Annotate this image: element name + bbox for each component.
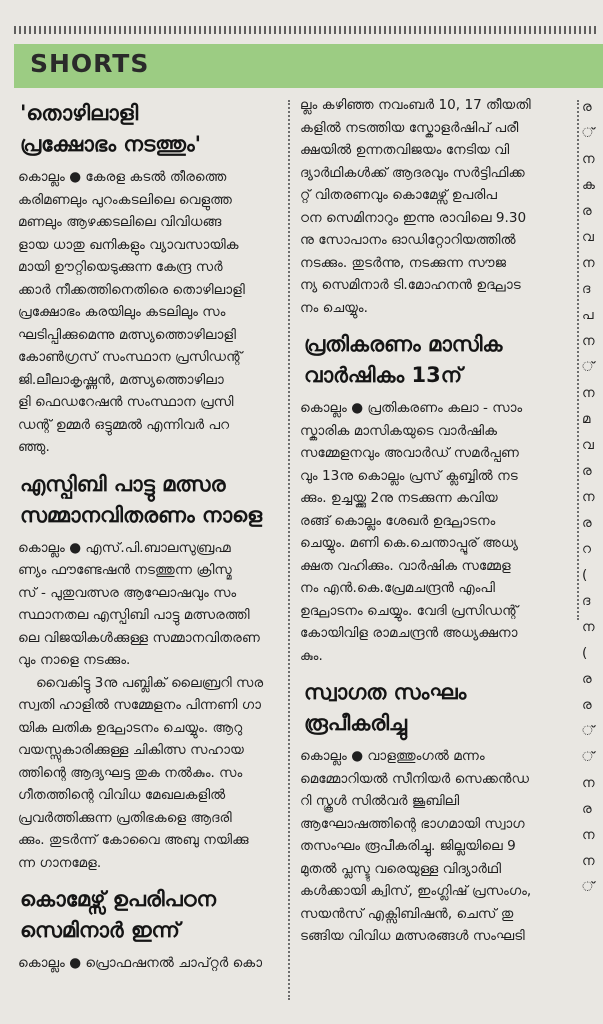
right-column-fragment: ര — [582, 99, 592, 115]
right-column-fragment: ് — [582, 723, 595, 739]
body-line: ദ്യാർഥികൾക്ക് ആദരവും സർട്ടിഫിക്ക — [300, 164, 525, 181]
body-line: സമ്മേളനവും അവാർഡ് സമർപ്പണ — [300, 445, 519, 461]
body-line: കരിമണലും പുറംകടലിലെ വെളുത്ത — [18, 191, 232, 208]
body-line: ന്യ സെമിനാർ ടി.മോഹനൻ ഉദ്ഘാട — [300, 277, 521, 293]
body-line: സ്വതി ഹാളിൽ സമ്മേളനം പിന്നണി ഗാ — [18, 697, 261, 713]
body-line: പ്രക്ഷോഭം കരയിലും കടലിലും സം — [18, 304, 226, 320]
body-line: കളിൽ നടത്തിയ സ്കോളർഷിപ് പരീ — [300, 119, 519, 136]
body-line: ഉദ്ഘാടനം ചെയ്യും. വേദി പ്രസിഡന്റ് — [300, 602, 519, 619]
right-column-cutoff — [582, 94, 603, 1024]
body-line: സ്കാരിക മാസികയുടെ വാർഷിക — [300, 422, 498, 439]
right-column-fragment: ന — [582, 255, 595, 271]
right-column-fragment: മ — [582, 411, 591, 427]
article-headline — [14, 884, 292, 946]
body-line: ലെ വിജയികൾക്കുള്ള സമ്മാനവിതരണ — [18, 629, 260, 646]
body-line: ചെയ്യും. മണി കെ.ചെന്താപ്പൂര് അധ്യ — [300, 535, 519, 551]
right-column-fragment: വ — [582, 437, 594, 453]
headline-line: 'തൊഴിലാളി — [20, 101, 139, 125]
right-column-fragment: ന — [582, 151, 595, 167]
headline-line: പ്രതികരണം മാസിക — [304, 332, 503, 356]
right-column-fragment: ( — [582, 567, 588, 583]
article-body — [296, 745, 580, 948]
article-body — [296, 397, 580, 667]
body-line: ആഘോഷത്തിന്റെ ഭാഗമായി സ്വാഗ — [300, 815, 525, 832]
headline-line: സെമിനാർ ഇന്ന് — [20, 918, 180, 942]
headline-line: സ്വാഗത സംഘം — [304, 680, 467, 704]
body-line: കൊല്ലം ● വാളത്തുംഗൽ മന്നം — [300, 748, 485, 764]
right-column-fragment: ് — [582, 125, 595, 141]
right-column-fragment: ന — [582, 775, 595, 791]
right-column-fragment: റ — [582, 541, 591, 557]
article-body — [14, 537, 292, 672]
body-line: ജി.ലീലാകൃഷ്ണൻ, മത്സ്യത്തൊഴിലാ — [18, 371, 224, 388]
article-prathikaranam — [296, 329, 580, 667]
body-line: ക്കും. ഉച്ചയ്ക്കു 2നു നടക്കുന്ന കവിയ — [300, 490, 498, 506]
body-line: കും. — [300, 647, 323, 664]
left-column — [14, 98, 292, 1024]
article-commerce-seminar — [14, 884, 292, 975]
headline-line: രൂപീകരിച്ചു — [304, 711, 407, 735]
article-swagatha-sangham — [296, 677, 580, 948]
article-body-paragraph-2 — [14, 672, 292, 875]
body-line: ന്ന ഗാനമേള. — [18, 854, 102, 871]
right-column-fragment: ന — [582, 333, 595, 349]
right-column-fragment: ര — [582, 515, 592, 531]
body-line: നു സോപാനം ഓഡിറ്റോറിയത്തിൽ — [300, 232, 516, 248]
article-thozhilali — [14, 98, 292, 459]
article-body — [14, 952, 292, 975]
article-body-continued — [296, 94, 580, 319]
right-column-fragment: ന — [582, 385, 595, 401]
body-line: നടക്കും. തുടർന്നു, നടക്കുന്ന സൗജ — [300, 254, 507, 271]
body-line: ല്ലം കഴിഞ്ഞ നവംബർ 10, 17 തീയതി — [300, 97, 531, 113]
article-spb-award — [14, 469, 292, 875]
headline-line: സമ്മാനവിതരണം നാളെ — [20, 502, 263, 527]
right-column-fragment: പ — [582, 307, 594, 323]
headline-line: കൊമേഴ്സ് ഉപരിപഠന — [20, 887, 216, 911]
right-column-fragment: ക — [582, 177, 595, 193]
body-line: വും 13നു കൊല്ലം പ്രസ് ക്ലബ്ബിൽ നട — [300, 467, 518, 484]
article-body — [14, 166, 292, 459]
article-headline — [296, 329, 580, 391]
body-line: മെമ്മോറിയൽ സീനിയർ സെക്കൻഡ — [300, 770, 530, 787]
right-column-fragment: വ — [582, 229, 594, 245]
headline-line: എസ്പിബി പാട്ടു മത്സര — [20, 471, 226, 496]
body-line: റ്റ് വിതരണവും കൊമേഴ്സ് ഉപരിപ — [300, 187, 497, 203]
article-headline — [296, 677, 580, 739]
body-line: നം എൻ.കെ.പ്രേമചന്ദ്രൻ എംപി — [300, 580, 495, 596]
body-line: ക്ഷത വഹിക്കും. വാർഷിക സമ്മേള — [300, 557, 511, 574]
body-line: യിക ലതിക ഉദ്ഘാടനം ചെയ്യും. ആറു — [18, 719, 243, 736]
right-column-fragment: ( — [582, 645, 588, 661]
body-line: ക്ഷയിൽ ഉന്നതവിജയം നേടിയ വി — [300, 142, 510, 158]
body-line: മായി ഊറ്റിയെടുക്കുന്ന കേന്ദ്ര സർ — [18, 259, 223, 275]
right-column-fragment: ന — [582, 853, 595, 869]
right-column-fragment: ര — [582, 463, 592, 479]
body-line: രങ്ങ് കൊല്ലം ശേഖർ ഉദ്ഘാടനം — [300, 512, 496, 529]
body-line: ഘടിപ്പിക്കുമെന്നു മത്സ്യത്തൊഴിലാളി — [18, 326, 236, 343]
body-line: ഠന സെമിനാറും ഇന്നു രാവിലെ 9.30 — [300, 209, 527, 226]
right-column-fragment: ര — [582, 203, 592, 219]
right-column-fragment: ് — [582, 359, 595, 375]
headline-line: വാർഷികം 13ന് — [304, 363, 463, 387]
body-line: ടങ്ങിയ വിവിധ മത്സരങ്ങൾ സംഘടി — [300, 928, 525, 944]
body-line: ഡന്റ് ഉമ്മർ ഒട്ടുമ്മൽ എന്നിവർ പറ — [18, 416, 230, 433]
body-line: നം ചെയ്യും. — [300, 299, 368, 316]
right-column-fragment: ര — [582, 671, 592, 687]
body-line: കോയിവിള രാമചന്ദ്രൻ അധ്യക്ഷനാ — [300, 625, 518, 641]
body-line: വും നാളെ നടക്കും. — [18, 652, 131, 668]
right-column-fragment: ര — [582, 801, 592, 817]
right-column-fragment: ന — [582, 489, 595, 505]
right-column-fragment: ന — [582, 619, 595, 635]
body-line: വയസ്സുകാരിക്കുള്ള ചികിത്സ സഹായ — [18, 742, 244, 758]
body-line: സയൻസ് എക്സിബിഷൻ, ചെസ് തു — [300, 905, 514, 922]
right-column-fragment: ദ — [582, 281, 591, 297]
body-line: സ് - പുതുവത്സര ആഘോഷവും സം — [18, 584, 237, 601]
article-headline — [14, 98, 292, 160]
body-line: കൊല്ലം ● പ്രതികരണം കലാ - സാം — [300, 400, 523, 416]
right-column-fragment: ര — [582, 697, 592, 713]
body-line: ഗീതത്തിന്റെ വിവിധ മേഖലകളിൽ — [18, 787, 226, 803]
body-line: കൾക്കായി ക്വിസ്, ഇംഗ്ലിഷ് പ്രസംഗം, — [300, 883, 532, 899]
body-line: മുതൽ പ്ലസ്ടു വരെയുള്ള വിദ്യാർഥി — [300, 860, 502, 877]
body-line: തസംഘം രൂപീകരിച്ചു. ജില്ലയിലെ 9 — [300, 838, 516, 854]
headline-line: പ്രക്ഷോഭം നടത്തും' — [20, 132, 202, 156]
right-column-fragment: ദ — [582, 593, 591, 609]
section-title: SHORTS — [30, 49, 150, 78]
right-column-fragment: ് — [582, 879, 595, 895]
right-column-fragment: ന — [582, 827, 595, 843]
body-line: ക്കും. തുടർന്ന് കോവൈ അബു നയിക്കു — [18, 832, 249, 848]
body-line: വൈകിട്ടു 3നു പബ്ലിക് ലൈബ്രറി സര — [36, 674, 264, 691]
body-line: ഞ്ഞു. — [18, 439, 50, 455]
article-headline — [14, 469, 292, 531]
body-line: ളായ ധാതു ഖനികളും വ്യാവസായിക — [18, 236, 239, 253]
body-line: ത്തിന്റെ ആദ്യഘട്ട തുക നൽകും. സം — [18, 764, 243, 781]
body-line: ണ്യം ഫൗണ്ടേഷൻ നടത്തുന്ന ക്രിസ്മ — [18, 562, 232, 578]
body-line: ക്കാർ നീക്കത്തിനെതിരെ തൊഴിലാളി — [18, 281, 245, 298]
body-line: മണലും ആഴക്കടലിലെ വിവിധങ്ങ — [18, 214, 222, 230]
body-line: കോൺഗ്രസ് സംസ്ഥാന പ്രസിഡന്റ് — [18, 349, 243, 365]
right-column-fragment: ് — [582, 749, 595, 765]
body-line: പ്രവർത്തിക്കുന്ന പ്രതിഭകളെ ആദരി — [18, 809, 232, 826]
middle-column — [296, 94, 580, 1024]
body-line: ളി ഫെഡറേഷൻ സംസ്ഥാന പ്രസി — [18, 394, 234, 410]
body-line: കൊല്ലം ● എസ്.പി.ബാലസുബ്രഹ്മ — [18, 539, 231, 556]
body-line: റി സ്കൂൾ സിൽവർ ജൂബിലി — [300, 793, 460, 809]
top-dotted-rule — [14, 26, 599, 34]
body-line: സ്ഥാനതല എസ്പിബി പാട്ടു മത്സരത്തി — [18, 607, 250, 623]
body-line: കൊല്ലം ● പ്രൊഫഷനൽ ചാപ്റ്റർ കൊ — [18, 955, 263, 971]
body-line: കൊല്ലം ● കേരള കടൽ തീരത്തെ — [18, 169, 227, 185]
